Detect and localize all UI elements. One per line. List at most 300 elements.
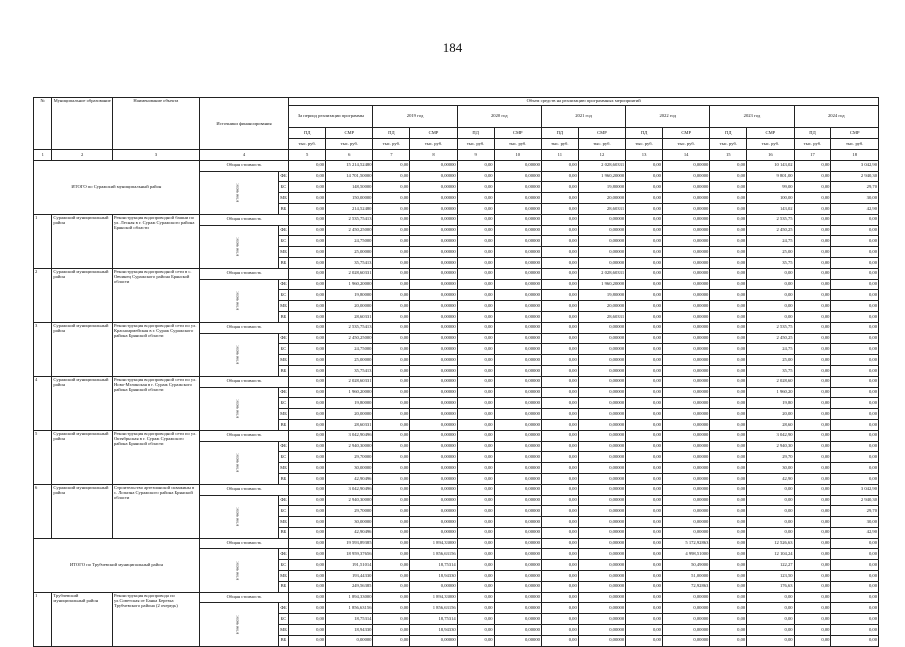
value-cell: 2 535,75413 (326, 214, 373, 225)
value-cell: 42,90 (831, 527, 879, 538)
value-cell: 0,00 (373, 549, 410, 560)
value-cell: 0,00000 (578, 463, 625, 474)
source-code: МБ (278, 463, 289, 474)
value-cell: 35,75 (747, 365, 794, 376)
value-cell: 0,00 (794, 387, 831, 398)
row-number: 4 (34, 376, 52, 430)
value-cell: 0,00 (541, 614, 578, 625)
source-code: ФБ (278, 171, 289, 182)
value-cell: 0,00 (831, 571, 879, 582)
value-cell: 42,90 (747, 473, 794, 484)
source-code: БС (278, 452, 289, 463)
value-cell: 42,90496 (326, 473, 373, 484)
value-cell: 0,00 (373, 603, 410, 614)
value-cell: 0,00000 (410, 473, 457, 484)
including-label (199, 495, 278, 538)
value-cell: 72,92863 (662, 581, 709, 592)
value-cell: 0,00 (831, 355, 879, 366)
value-cell: 0,00000 (578, 225, 625, 236)
value-cell: 0,00000 (662, 409, 709, 420)
value-cell: 0,00 (626, 527, 663, 538)
value-cell: 0,00 (831, 603, 879, 614)
row-number: 2 (34, 268, 52, 322)
value-cell: 0,00 (794, 441, 831, 452)
value-cell: 0,00000 (578, 398, 625, 409)
header-pd: ПД (541, 128, 578, 139)
value-cell: 0,00 (831, 581, 879, 592)
value-cell: 0,00 (541, 322, 578, 333)
value-cell: 0,00 (289, 463, 326, 474)
header-smr: СМР (410, 128, 457, 139)
value-cell: 0,00 (831, 409, 879, 420)
header-unit: тыс. руб. (457, 139, 494, 150)
value-cell: 0,00 (710, 225, 747, 236)
value-cell: 0,00 (289, 236, 326, 247)
row-number: 3 (34, 322, 52, 376)
header-unit: тыс. руб. (494, 139, 541, 150)
value-cell: 0,00 (831, 290, 879, 301)
value-cell: 0,00 (541, 419, 578, 430)
value-cell: 0,00 (794, 333, 831, 344)
value-cell: 24,75 (747, 344, 794, 355)
value-cell: 0,00 (289, 225, 326, 236)
value-cell: 0,00 (541, 398, 578, 409)
value-cell: 0,00 (289, 376, 326, 387)
value-cell: 0,00000 (578, 387, 625, 398)
value-cell: 0,00000 (494, 301, 541, 312)
value-cell: 0,00 (794, 430, 831, 441)
value-cell: 0,00 (457, 171, 494, 182)
value-cell: 0,00 (710, 614, 747, 625)
value-cell: 0,00 (373, 214, 410, 225)
value-cell: 0,00 (710, 581, 747, 592)
value-cell: 0,00000 (410, 398, 457, 409)
value-cell: 0,00000 (494, 182, 541, 193)
value-cell: 0,00 (289, 171, 326, 182)
value-cell: 2 450,25000 (326, 225, 373, 236)
value-cell: 0,00 (710, 441, 747, 452)
value-cell: 0,00 (831, 441, 879, 452)
value-cell: 0,00 (831, 560, 879, 571)
value-cell: 0,00 (289, 322, 326, 333)
page-number: 184 (442, 40, 463, 55)
value-cell: 0,00 (626, 365, 663, 376)
value-cell: 0,00000 (662, 376, 709, 387)
value-cell: 0,00 (626, 203, 663, 214)
value-cell: 0,00 (289, 333, 326, 344)
value-cell: 0,00 (626, 538, 663, 549)
column-index: 14 (662, 150, 709, 161)
value-cell: 0,00000 (662, 290, 709, 301)
value-cell: 0,00 (831, 419, 879, 430)
source-code: ВБ (278, 257, 289, 268)
value-cell: 0,00 (831, 549, 879, 560)
source-code: ФБ (278, 549, 289, 560)
value-cell: 0,00 (289, 484, 326, 495)
value-cell: 0,00 (710, 376, 747, 387)
value-cell: 0,00000 (494, 398, 541, 409)
value-cell: 0,00 (289, 409, 326, 420)
value-cell: 0,00 (626, 182, 663, 193)
value-cell: 0,00 (626, 614, 663, 625)
value-cell: 0,00 (794, 290, 831, 301)
value-cell: 0,00 (626, 193, 663, 204)
value-cell: 0,00 (626, 463, 663, 474)
row-number: 6 (34, 484, 52, 538)
value-cell: 0,00000 (410, 452, 457, 463)
value-cell: 0,00 (710, 322, 747, 333)
value-cell: 0,00 (794, 538, 831, 549)
value-cell: 0,00 (626, 268, 663, 279)
value-cell: 0,00 (626, 441, 663, 452)
value-cell: 0,00 (747, 290, 794, 301)
value-cell: 30,00000 (326, 463, 373, 474)
value-cell: 0,00 (626, 236, 663, 247)
value-cell: 0,00 (373, 203, 410, 214)
value-cell: 0,00 (626, 257, 663, 268)
value-cell: 0,00000 (494, 171, 541, 182)
total-cost-label: Общая стоимость (199, 376, 288, 387)
value-cell: 0,00 (289, 279, 326, 290)
value-cell: 0,00000 (494, 635, 541, 646)
value-cell: 0,00 (831, 301, 879, 312)
value-cell: 0,00 (710, 571, 747, 582)
source-code: ФБ (278, 279, 289, 290)
table-row (34, 268, 879, 279)
object-name-cell: Строительство артезианской скважины в с. Лопазна Суражского района Брянской области (112, 484, 199, 538)
value-cell: 0,00 (710, 603, 747, 614)
value-cell: 0,00 (794, 247, 831, 258)
header-year-2019: 2019 год (373, 106, 457, 128)
value-cell: 0,00 (794, 365, 831, 376)
value-cell: 0,00 (289, 614, 326, 625)
value-cell: 0,00 (457, 625, 494, 636)
value-cell: 0,00000 (662, 398, 709, 409)
value-cell: 0,00 (794, 193, 831, 204)
value-cell: 20,00 (747, 409, 794, 420)
value-cell: 1 960,20000 (326, 387, 373, 398)
value-cell: 0,00000 (494, 473, 541, 484)
value-cell: 0,00 (289, 506, 326, 517)
value-cell: 2 028,60331 (326, 376, 373, 387)
source-code: БС (278, 236, 289, 247)
object-name-cell: Реконструкция водопровода по ул.Советская от Банка Березка Трубчевского района (2 очередь) (112, 592, 199, 646)
value-cell: 0,00000 (578, 625, 625, 636)
value-cell: 0,00000 (578, 247, 625, 258)
source-code: БС (278, 398, 289, 409)
value-cell: 0,00 (457, 214, 494, 225)
value-cell: 0,00 (457, 203, 494, 214)
value-cell: 0,00000 (662, 473, 709, 484)
value-cell: 0,00 (289, 160, 326, 171)
value-cell: 0,00 (794, 376, 831, 387)
value-cell: 0,00 (373, 247, 410, 258)
value-cell: 0,00 (373, 171, 410, 182)
value-cell: 0,00 (831, 322, 879, 333)
value-cell: 0,00 (747, 614, 794, 625)
value-cell: 0,00 (373, 290, 410, 301)
value-cell: 0,00 (541, 625, 578, 636)
header-smr: СМР (326, 128, 373, 139)
value-cell: 0,00 (831, 365, 879, 376)
value-cell: 0,00 (373, 268, 410, 279)
value-cell: 0,00 (626, 635, 663, 646)
value-cell: 24,75000 (326, 344, 373, 355)
value-cell: 0,00 (457, 268, 494, 279)
value-cell: 100,00 (747, 193, 794, 204)
value-cell: 0,00000 (494, 311, 541, 322)
value-cell: 25,00 (747, 355, 794, 366)
value-cell: 0,00000 (662, 160, 709, 171)
value-cell: 0,00 (373, 301, 410, 312)
value-cell: 0,00000 (410, 365, 457, 376)
value-cell: 1 894,33000 (410, 538, 457, 549)
value-cell: 1 894,33000 (326, 592, 373, 603)
municipality-cell: Суражский муниципальный район (52, 376, 113, 430)
value-cell: 0,00 (457, 182, 494, 193)
value-cell: 0,00 (373, 311, 410, 322)
value-cell: 0,00 (626, 247, 663, 258)
column-index: 9 (457, 150, 494, 161)
header-unit: тыс. руб. (710, 139, 747, 150)
value-cell: 0,00 (710, 268, 747, 279)
value-cell: 148,50000 (326, 182, 373, 193)
value-cell: 0,00000 (662, 635, 709, 646)
value-cell: 0,00 (373, 236, 410, 247)
value-cell: 0,00 (794, 484, 831, 495)
value-cell: 0,00 (794, 279, 831, 290)
value-cell: 24,75000 (326, 236, 373, 247)
value-cell: 1 960,20000 (578, 279, 625, 290)
value-cell: 2 028,60331 (578, 268, 625, 279)
value-cell: 0,00 (457, 355, 494, 366)
value-cell: 0,00 (626, 430, 663, 441)
source-code: ВБ (278, 419, 289, 430)
value-cell: 0,00 (457, 463, 494, 474)
value-cell: 0,00 (373, 463, 410, 474)
value-cell: 42,90 (831, 203, 879, 214)
value-cell: 19,80000 (326, 290, 373, 301)
value-cell: 0,00000 (410, 635, 457, 646)
source-code: ФБ (278, 387, 289, 398)
value-cell: 1 894,33000 (410, 592, 457, 603)
value-cell: 0,00 (289, 603, 326, 614)
header-n: № (34, 98, 52, 150)
value-cell: 0,00 (289, 301, 326, 312)
source-code: ВБ (278, 581, 289, 592)
value-cell: 0,00 (541, 236, 578, 247)
value-cell: 0,00 (626, 387, 663, 398)
table-row (34, 538, 879, 549)
value-cell: 0,00000 (494, 571, 541, 582)
header-smr: СМР (747, 128, 794, 139)
value-cell: 0,00 (541, 571, 578, 582)
column-index: 5 (289, 150, 326, 161)
municipality-cell: Трубчевский муниципальный район (52, 592, 113, 646)
value-cell: 18,75314 (326, 614, 373, 625)
value-cell: 0,00 (457, 495, 494, 506)
value-cell: 0,00000 (410, 409, 457, 420)
value-cell: 0,00 (831, 247, 879, 258)
value-cell: 0,00 (457, 635, 494, 646)
value-cell: 0,00000 (578, 322, 625, 333)
value-cell: 0,00000 (494, 484, 541, 495)
value-cell: 0,00 (457, 473, 494, 484)
total-cost-label: Общая стоимость (199, 160, 288, 171)
source-code: БС (278, 290, 289, 301)
value-cell: 0,00 (541, 247, 578, 258)
value-cell: 2 940,30000 (326, 495, 373, 506)
value-cell: 0,00 (541, 581, 578, 592)
value-cell: 2 450,25000 (326, 333, 373, 344)
value-cell: 0,00000 (494, 495, 541, 506)
value-cell: 0,00000 (662, 441, 709, 452)
header-smr: СМР (494, 128, 541, 139)
value-cell: 0,00 (626, 571, 663, 582)
source-code: ВБ (278, 311, 289, 322)
value-cell: 0,00000 (578, 452, 625, 463)
value-cell: 0,00 (541, 290, 578, 301)
value-cell: 0,00 (626, 592, 663, 603)
value-cell: 0,00 (831, 625, 879, 636)
value-cell: 0,00000 (410, 484, 457, 495)
header-pd: ПД (289, 128, 326, 139)
value-cell: 0,00 (626, 495, 663, 506)
value-cell: 0,00000 (494, 463, 541, 474)
value-cell: 0,00 (710, 463, 747, 474)
value-cell: 0,00 (373, 193, 410, 204)
value-cell: 3 042,90496 (326, 430, 373, 441)
value-cell: 0,00000 (578, 560, 625, 571)
value-cell: 0,00 (289, 387, 326, 398)
source-code: ФБ (278, 603, 289, 614)
value-cell: 0,00 (457, 365, 494, 376)
value-cell: 0,00 (626, 160, 663, 171)
value-cell: 0,00 (831, 614, 879, 625)
value-cell: 0,00000 (494, 236, 541, 247)
value-cell: 0,00 (457, 279, 494, 290)
value-cell: 0,00000 (494, 419, 541, 430)
value-cell: 0,00 (794, 236, 831, 247)
value-cell: 0,00 (541, 560, 578, 571)
value-cell: 20,00000 (326, 301, 373, 312)
value-cell: 0,00 (710, 495, 747, 506)
value-cell: 29,70 (831, 506, 879, 517)
value-cell: 0,00 (541, 225, 578, 236)
value-cell: 0,00000 (662, 614, 709, 625)
value-cell: 0,00 (457, 376, 494, 387)
value-cell: 0,00000 (662, 214, 709, 225)
source-code: МБ (278, 301, 289, 312)
value-cell: 0,00 (457, 160, 494, 171)
value-cell: 0,00 (626, 355, 663, 366)
value-cell: 0,00 (373, 538, 410, 549)
value-cell: 0,00 (541, 549, 578, 560)
value-cell: 0,00000 (410, 214, 457, 225)
header-smr: СМР (831, 128, 879, 139)
municipality-cell: Суражский муниципальный район (52, 430, 113, 484)
value-cell: 0,00 (747, 495, 794, 506)
column-index: 17 (794, 150, 831, 161)
value-cell: 0,00 (831, 225, 879, 236)
value-cell: 0,00000 (410, 225, 457, 236)
value-cell: 0,00000 (494, 268, 541, 279)
value-cell: 0,00 (831, 376, 879, 387)
value-cell: 0,00 (626, 409, 663, 420)
value-cell: 0,00 (457, 301, 494, 312)
header-unit: тыс. руб. (747, 139, 794, 150)
header-unit: тыс. руб. (289, 139, 326, 150)
value-cell: 0,00 (289, 517, 326, 528)
value-cell: 0,00000 (578, 333, 625, 344)
value-cell: 3 042,90 (747, 430, 794, 441)
total-cost-label: Общая стоимость (199, 214, 288, 225)
value-cell: 0,00 (626, 625, 663, 636)
value-cell: 0,00 (289, 441, 326, 452)
column-index: 8 (410, 150, 457, 161)
value-cell: 0,00 (373, 527, 410, 538)
value-cell: 0,00 (794, 506, 831, 517)
source-code: МБ (278, 355, 289, 366)
value-cell: 0,00 (541, 311, 578, 322)
value-cell: 0,00 (831, 311, 879, 322)
value-cell: 0,00 (541, 484, 578, 495)
value-cell: 0,00000 (494, 506, 541, 517)
source-code: МБ (278, 625, 289, 636)
value-cell: 0,00000 (494, 538, 541, 549)
value-cell: 3 042,90496 (326, 484, 373, 495)
total-cost-label: Общая стоимость (199, 430, 288, 441)
header-municipality: Муниципальное образование (52, 98, 113, 150)
value-cell: 0,00 (457, 506, 494, 517)
value-cell: 20,00000 (326, 409, 373, 420)
value-cell: 28,60331 (326, 419, 373, 430)
value-cell: 0,00 (831, 538, 879, 549)
source-code: ФБ (278, 495, 289, 506)
value-cell: 0,00000 (494, 625, 541, 636)
including-label (199, 225, 278, 268)
value-cell: 0,00000 (662, 625, 709, 636)
column-index: 6 (326, 150, 373, 161)
source-code: МБ (278, 517, 289, 528)
municipality-total-label: ИТОГО по Трубчевский муниципальный район (34, 538, 200, 592)
value-cell: 0,00 (541, 333, 578, 344)
value-cell: 0,00000 (662, 225, 709, 236)
value-cell: 0,00 (710, 355, 747, 366)
value-cell: 0,00 (457, 257, 494, 268)
value-cell: 0,00 (373, 409, 410, 420)
value-cell: 0,00 (794, 603, 831, 614)
value-cell: 0,00 (289, 290, 326, 301)
value-cell: 0,00 (626, 214, 663, 225)
value-cell: 0,00 (626, 290, 663, 301)
value-cell: 0,00 (541, 376, 578, 387)
value-cell: 0,00000 (410, 203, 457, 214)
header-smr: СМР (578, 128, 625, 139)
value-cell: 0,00 (373, 473, 410, 484)
header-source: Источники финансирования (199, 98, 288, 150)
including-label (199, 387, 278, 430)
value-cell: 0,00 (457, 419, 494, 430)
value-cell: 25,00 (747, 247, 794, 258)
value-cell: 2 028,60331 (326, 268, 373, 279)
value-cell: 0,00 (373, 571, 410, 582)
source-code: ВБ (278, 473, 289, 484)
value-cell: 122,27 (747, 560, 794, 571)
value-cell: 0,00 (626, 344, 663, 355)
value-cell: 0,00 (710, 311, 747, 322)
header-unit: тыс. руб. (326, 139, 373, 150)
